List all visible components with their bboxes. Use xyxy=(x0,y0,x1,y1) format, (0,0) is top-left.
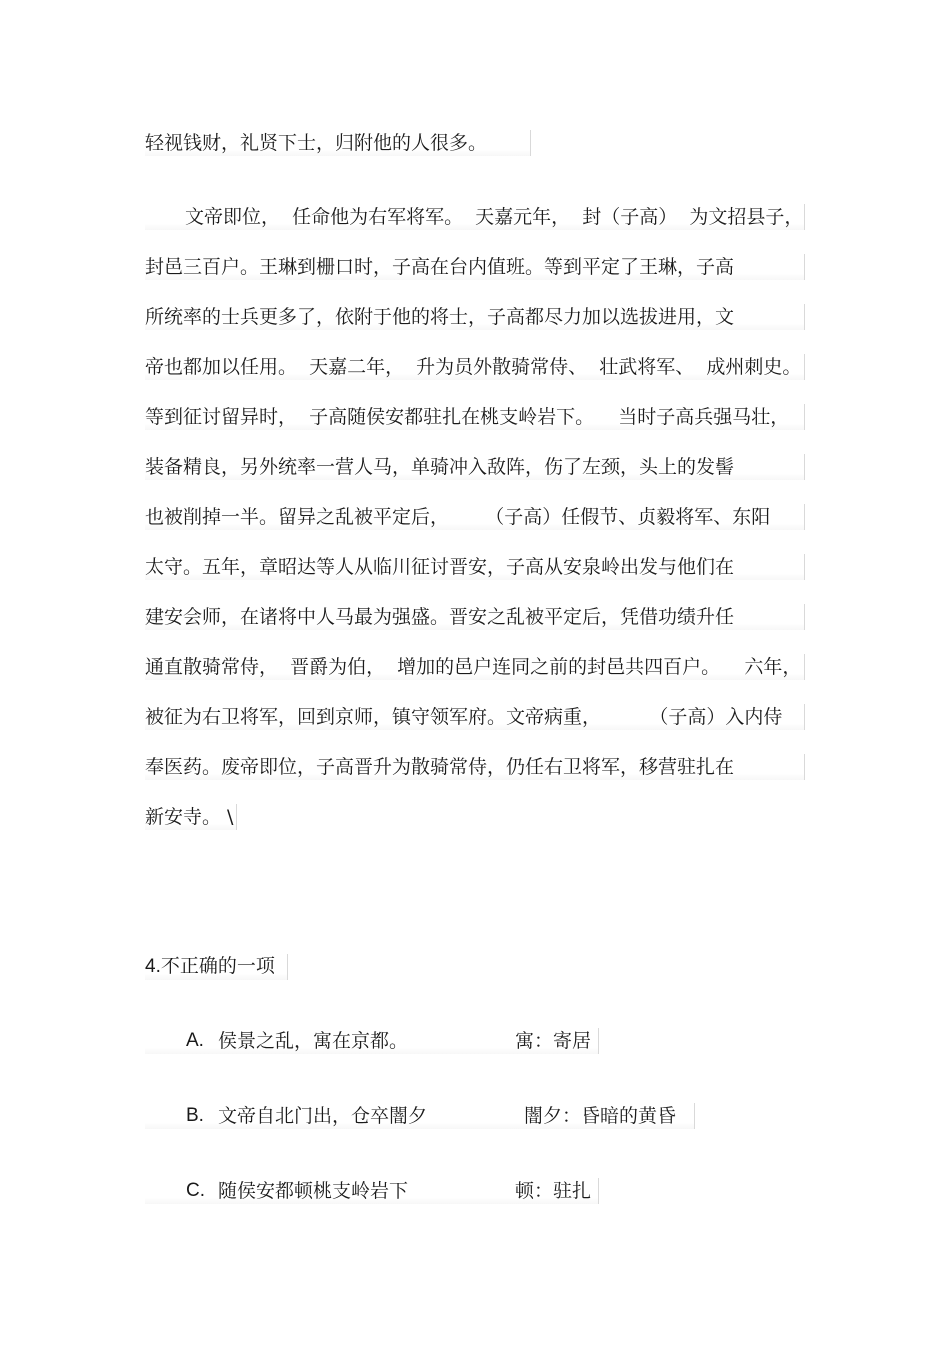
passage-line: 文帝即位， 任命他为右军将军。 天嘉元年， 封（子高） 为文招县子， xyxy=(145,204,805,230)
passage-line: 建安会师，在诸将中人马最为强盛。晋安之乱被平定后，凭借功绩升任 xyxy=(145,604,805,630)
option-a xyxy=(145,1028,599,1054)
option-text: 文帝自北门出，仓卒闇夕 xyxy=(218,1105,428,1127)
passage-line: 封邑三百户。王琳到栅口时，子高在台内值班。等到平定了王琳，子高 xyxy=(145,254,805,280)
passage-line: 轻视钱财，礼贤下士，归附他的人很多。 xyxy=(145,130,531,156)
passage-line: 太守。五年，章昭达等人从临川征讨晋安，子高从安泉岭出发与他们在 xyxy=(145,554,805,580)
option-c xyxy=(145,1178,599,1204)
passage-line: 也被削掉一半。留异之乱被平定后， （子高）任假节、贞毅将军、东阳 xyxy=(145,504,805,530)
option-letter: A. xyxy=(186,1030,204,1051)
passage-line: 被征为右卫将军，回到京师，镇守领军府。文帝病重， （子高）入内侍 xyxy=(145,704,805,730)
option-gloss: 寓：寄居 xyxy=(515,1030,592,1052)
question-title: 4.不正确的一项 xyxy=(145,954,288,980)
passage-line: 通直散骑常侍， 晋爵为伯， 增加的邑户连同之前的封邑共四百户。 六年， xyxy=(145,654,805,680)
passage-line: 所统率的士兵更多了，依附于他的将士，子高都尽力加以选拔进用，文 xyxy=(145,304,805,330)
passage-line: 新安寺。 \ xyxy=(145,804,237,830)
passage-line: 奉医药。废帝即位，子高晋升为散骑常侍，仍任右卫将军，移营驻扎在 xyxy=(145,754,805,780)
option-text: 随侯安都顿桃支岭岩下 xyxy=(218,1180,409,1202)
option-gloss: 闇夕：昏暗的黄昏 xyxy=(524,1105,677,1127)
passage-line: 装备精良，另外统率一营人马，单骑冲入敌阵，伤了左颈，头上的发髻 xyxy=(145,454,805,480)
option-b xyxy=(145,1103,695,1129)
passage-line: 等到征讨留异时， 子高随侯安都驻扎在桃支岭岩下。 当时子高兵强马壮， xyxy=(145,404,805,430)
option-letter: C. xyxy=(186,1180,205,1201)
option-text: 侯景之乱，寓在京都。 xyxy=(218,1030,409,1052)
passage-line: 帝也都加以任用。 天嘉二年， 升为员外散骑常侍、 壮武将军、 成州刺史。 xyxy=(145,354,805,380)
option-letter: B. xyxy=(186,1105,204,1126)
option-gloss: 顿：驻扎 xyxy=(515,1180,592,1202)
